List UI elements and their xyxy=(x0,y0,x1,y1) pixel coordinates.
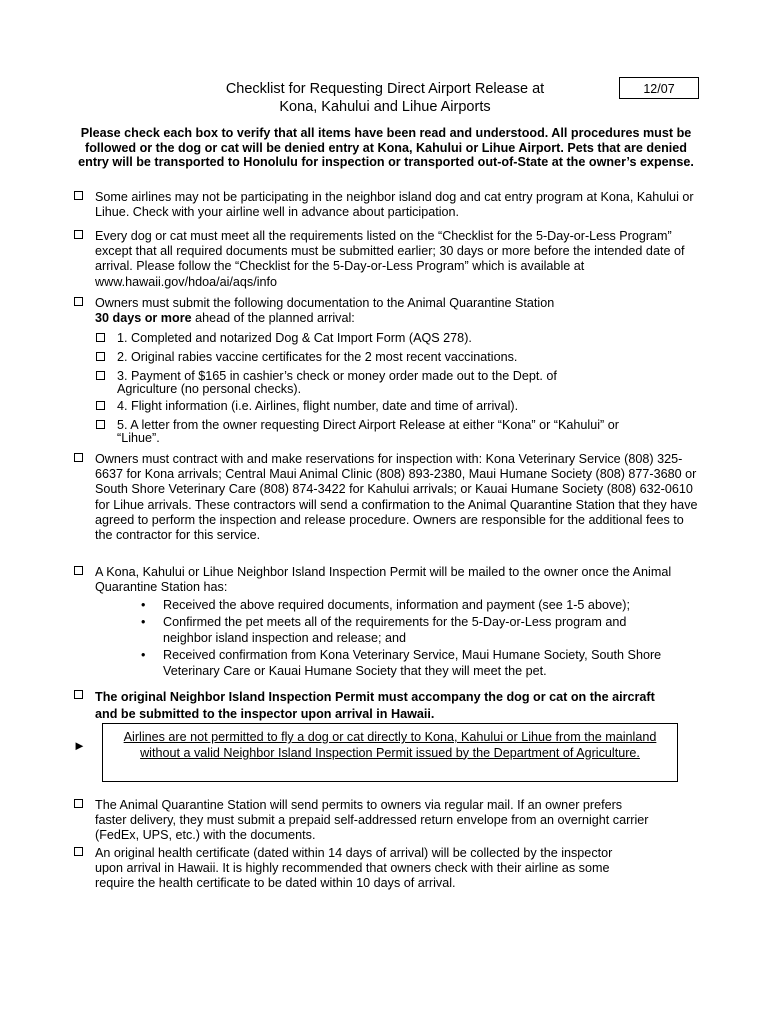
checkbox-icon[interactable] xyxy=(74,230,83,239)
checkbox-icon[interactable] xyxy=(96,401,105,410)
bullet-icon: • xyxy=(141,598,146,612)
page-title xyxy=(160,80,610,116)
airline-notice-text: Airlines are not permitted to fly a dog or cat directly to Kona, Kahului or Lihue from the mainland without a valid Neighbor Island Inspection Permit issued by the Department of Agriculture. xyxy=(123,730,657,760)
doc-item-2 xyxy=(96,351,696,364)
checkbox-icon[interactable] xyxy=(74,566,83,575)
checklist-item-documentation xyxy=(74,296,700,326)
checkbox-icon[interactable] xyxy=(74,191,83,200)
item-text: The original Neighbor Island Inspection Permit must accompany the dog or cat on the aircraft and be submitted to the inspector upon arrival in Hawaii. xyxy=(95,690,655,721)
checkbox-icon[interactable] xyxy=(74,297,83,306)
bullet-text: Received confirmation from Kona Veterinary Service, Maui Humane Society, South Shore Veterinary Care or Kauai Humane Society that they will meet the pet. xyxy=(163,648,662,678)
doc-item-3 xyxy=(96,370,696,396)
bullet-text: Confirmed the pet meets all of the requirements for the 5-Day-or-Less program and neighbor island inspection and release; and xyxy=(163,615,627,645)
doc-item-5 xyxy=(96,419,696,445)
airline-notice-box xyxy=(102,723,678,782)
doc-item-1 xyxy=(96,332,696,345)
checkbox-icon[interactable] xyxy=(74,453,83,462)
checkbox-icon[interactable] xyxy=(96,352,105,361)
checkbox-icon[interactable] xyxy=(96,420,105,429)
checklist-item-mail xyxy=(74,798,700,844)
checklist-item-airlines xyxy=(74,190,700,220)
bullet-icon: • xyxy=(141,615,146,629)
deadline-emphasis: 30 days or more xyxy=(95,311,192,326)
permit-condition-3 xyxy=(141,647,681,679)
item-text: Some airlines may not be participating in the neighbor island dog and cat entry program at Kona, Kahului or Lihue. Check with your airline well in advance about participation. xyxy=(95,190,694,220)
checklist-item-permit xyxy=(74,565,700,595)
permit-condition-1 xyxy=(141,597,681,613)
checkbox-icon[interactable] xyxy=(96,371,105,380)
documentation-line-1: Owners must submit the following documentation to the Animal Quarantine Station xyxy=(95,296,555,310)
revision-date: 12/07 xyxy=(619,77,699,99)
doc-text: 4. Flight information (i.e. Airlines, flight number, date and time of arrival). xyxy=(117,399,519,413)
checkbox-icon[interactable] xyxy=(96,333,105,342)
bullet-icon: • xyxy=(141,648,146,662)
bullet-text: Received the above required documents, information and payment (see 1-5 above); xyxy=(163,598,630,612)
documentation-rest: ahead of the planned arrival: xyxy=(191,311,355,326)
checklist-item-original-permit xyxy=(74,689,700,723)
documentation-line-2 xyxy=(95,311,700,326)
item-text: An original health certificate (dated within 14 days of arrival) will be collected by the inspector upon arrival in Hawaii. It is highly recommended that owners check with their airline as some require the health certificate to be dated within 10 days of arrival. xyxy=(95,846,613,891)
doc-text: 1. Completed and notarized Dog & Cat Import Form (AQS 278). xyxy=(117,331,472,345)
item-text: Owners must contract with and make reservations for inspection with: Kona Veterinary Service (808) 325-6637 for Kona arrivals; Central Maui Animal Clinic (808) 893-2380, Maui Humane Society (808) 877-3680 or South Shore Veterinary Care (808) 874-3422 for Kahului arrivals; or Kauai Humane Society (808) 632-0610 for Lihue arrivals. These contractors will send a confirmation to the Animal Quarantine Station that they have agreed to perform the inspection and release procedure. Owners are responsible for the additional fees to the contractor for this service. xyxy=(95,452,698,543)
doc-text: 5. A letter from the owner requesting Direct Airport Release at either “Kona” or “Kahului” or “Lihue”. xyxy=(117,418,619,445)
item-text: A Kona, Kahului or Lihue Neighbor Island Inspection Permit will be mailed to the owner once the Animal Quarantine Station has: xyxy=(95,565,672,595)
doc-item-4 xyxy=(96,400,696,413)
item-text xyxy=(95,296,700,326)
checkbox-icon[interactable] xyxy=(74,847,83,856)
title-line-1: Checklist for Requesting Direct Airport Release at xyxy=(225,81,545,97)
checklist-item-contract xyxy=(74,452,700,543)
item-text: The Animal Quarantine Station will send permits to owners via regular mail. If an owner prefers faster delivery, they must submit a prepaid self-addressed return envelope from an overnight carrier (FedEx, UPS, etc.) with the documents. xyxy=(95,798,649,843)
checklist-item-requirements xyxy=(74,229,700,290)
intro-instructions: Please check each box to verify that all items have been read and understood. All procedures must be followed or the dog or cat will be denied entry at Kona, Kahului or Lihue Airport. Pets that are denied entry will be transported to Honolulu for inspection or transported out-of-State at the owner’s expense. xyxy=(78,126,694,169)
doc-text: 2. Original rabies vaccine certificates for the 2 most recent vaccinations. xyxy=(117,350,518,364)
checklist-item-health xyxy=(74,846,700,892)
permit-condition-2 xyxy=(141,614,681,646)
item-text: Every dog or cat must meet all the requirements listed on the “Checklist for the 5-Day-or-Less Program” except that all required documents must be submitted earlier; 30 days or more before the intended date of arrival. Please follow the “Checklist for the 5-Day-or-Less Program” which is available at www.hawaii.gov/hdoa/ai/aqs/info xyxy=(95,229,685,289)
checkbox-icon[interactable] xyxy=(74,799,83,808)
checkbox-icon[interactable] xyxy=(74,690,83,699)
arrow-right-icon: ► xyxy=(73,738,86,753)
doc-text: 3. Payment of $165 in cashier’s check or money order made out to the Dept. of Agriculture (no personal checks). xyxy=(117,369,557,396)
title-line-2: Kona, Kahului and Lihue Airports xyxy=(279,99,491,115)
